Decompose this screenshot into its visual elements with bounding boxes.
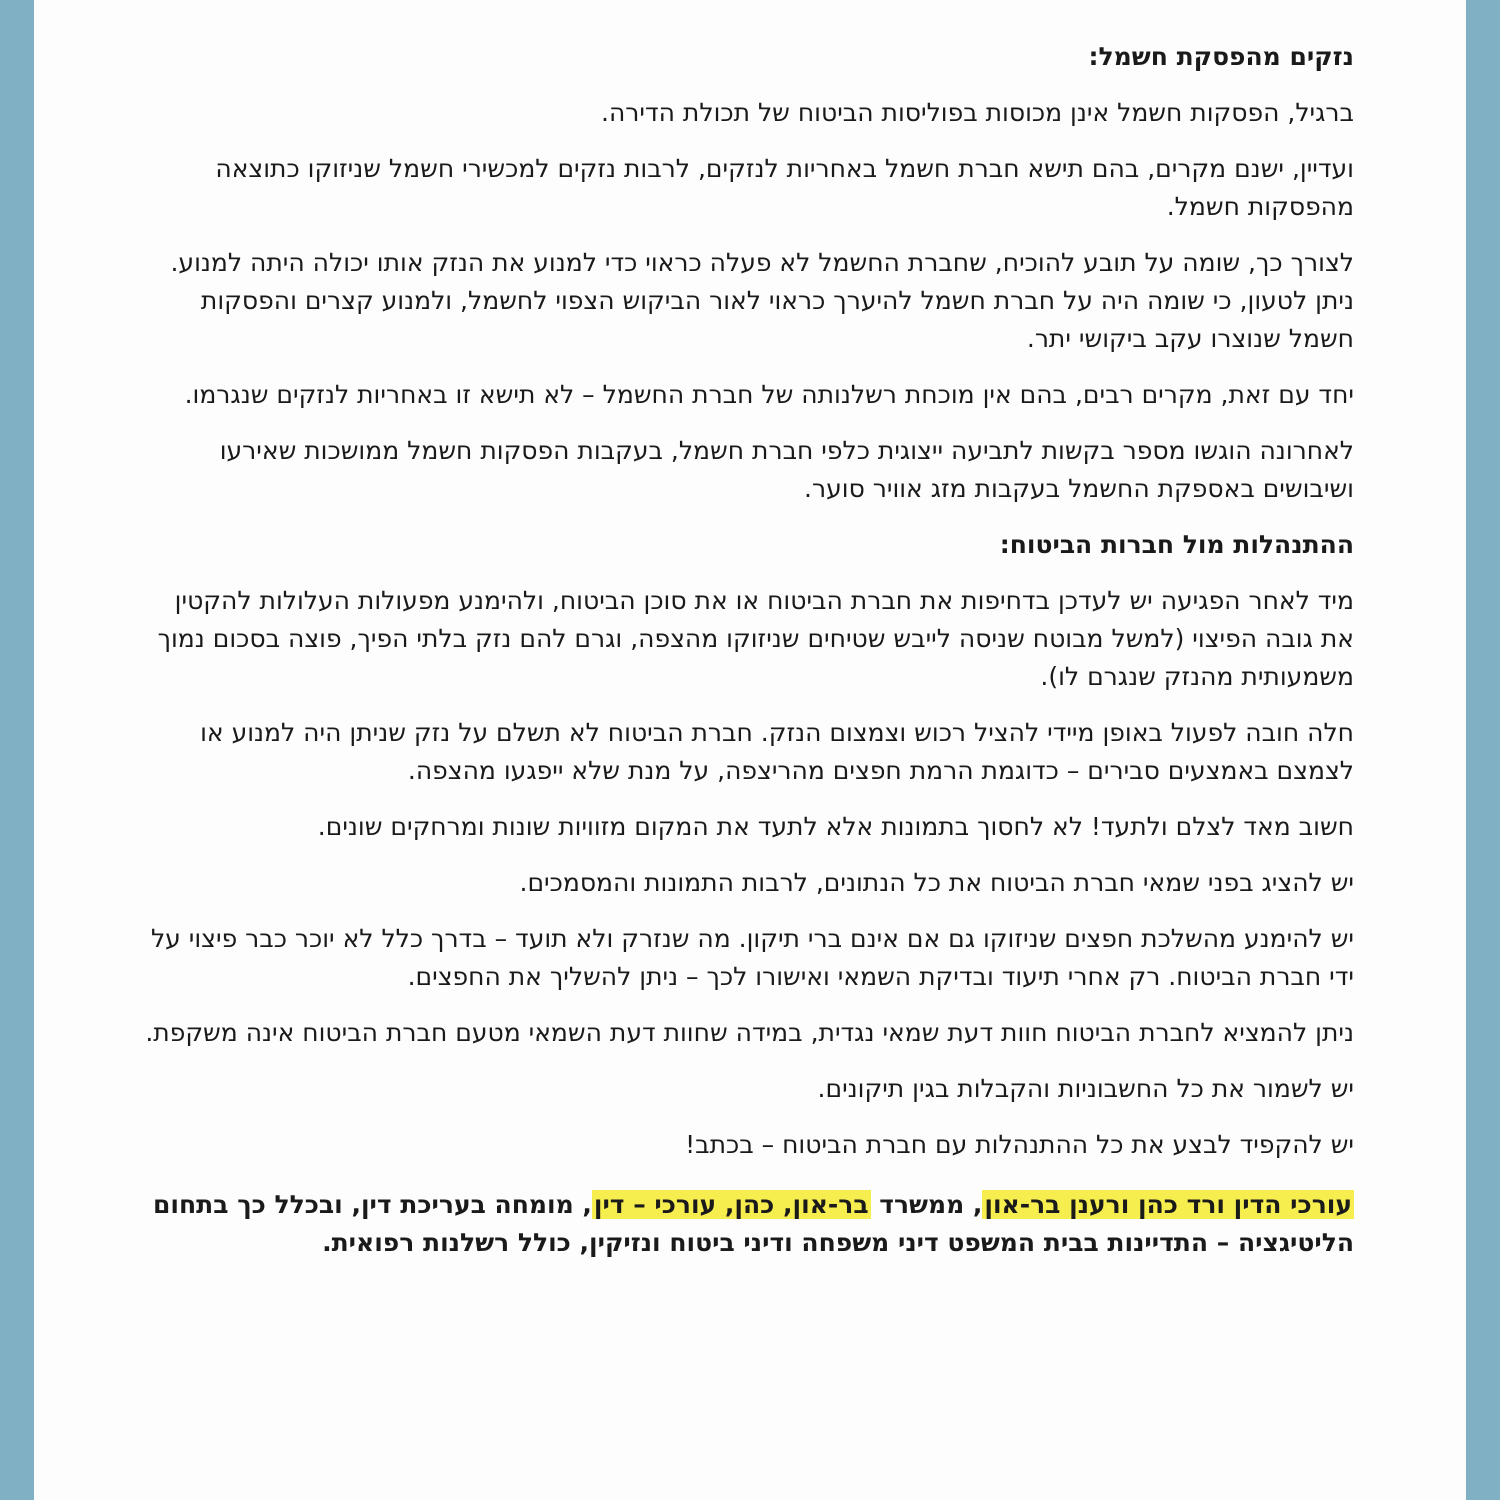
paragraph: לאחרונה הוגשו מספר בקשות לתביעה ייצוגית כלפי חברת חשמל, בעקבות הפסקות חשמל ממושכות שאירעו ושיבושים באספקת החשמל בעקבות מזג אוויר סוער. xyxy=(219,436,1354,503)
highlight-attorney-names: עורכי הדין ורד כהן ורענן בר-און xyxy=(984,1190,1352,1219)
paragraph: יש לשמור את כל החשבוניות והקבלות בגין תיקונים. xyxy=(817,1074,1354,1103)
document-page xyxy=(34,0,1466,1500)
paragraph: יש להציג בפני שמאי חברת הביטוח את כל הנתונים, לרבות התמונות והמסמכים. xyxy=(519,868,1354,897)
paragraph: יש להימנע מהשלכת חפצים שניזוקו גם אם אינם ברי תיקון. מה שנזרק ולא תועד – בדרך כלל לא יוכר כבר פיצוי על ידי חברת הביטוח. רק אחרי תיעוד ובדיקת השמאי ואישורו לכך – ניתן להשליך את החפצים. xyxy=(150,924,1354,991)
paragraph: יש להקפיד לבצע את כל ההתנהלות עם חברת הביטוח – בכתב! xyxy=(685,1130,1354,1159)
credit-text: , ממשרד xyxy=(870,1190,983,1219)
credit-text: , מומחה בעריכת דין, ובכלל כך בתחום הליטיגציה – התדיינות בבית המשפט דיני משפחה ודיני ביטוח ונזיקין, כולל רשלנות רפואית. xyxy=(153,1190,1354,1257)
paragraph: ניתן להמציא לחברת הביטוח חוות דעת שמאי נגדית, במידה שחוות דעת השמאי מטעם חברת הביטוח אינה משקפת. xyxy=(145,1018,1354,1047)
paragraph: מיד לאחר הפגיעה יש לעדכן בדחיפות את חברת הביטוח או את סוכן הביטוח, ולהימנע מפעולות העלולות להקטין את גובה הפיצוי (למשל מבוטח שניסה לייבש שטיחים שניזוקו מהצפה, וגרם להם נזק בלתי הפיך, פוצה בסכום נמוך משמעותית מהנזק שנגרם לו). xyxy=(157,586,1354,691)
paragraph: לצורך כך, שומה על תובע להוכיח, שחברת החשמל לא פעלה כראוי כדי למנוע את הנזק אותו יכולה היתה למנוע. ניתן לטעון, כי שומה היה על חברת חשמל להיערך כראוי לאור הביקוש הצפוי לחשמל, ולמנוע קצרים והפסקות חשמל שנוצרו עקב ביקושי יתר. xyxy=(170,248,1354,353)
highlight-firm-name: בר-און, כהן, עורכי – דין xyxy=(593,1190,869,1219)
document-body xyxy=(134,38,1354,1280)
heading-insurance-conduct: ההתנהלות מול חברות הביטוח: xyxy=(999,530,1354,559)
paragraph: ברגיל, הפסקות חשמל אינן מכוסות בפוליסות הביטוח של תכולת הדירה. xyxy=(601,98,1354,127)
paragraph: ועדיין, ישנם מקרים, בהם תישא חברת חשמל באחריות לנזקים, לרבות נזקים למכשירי חשמל שניזוקו כתוצאה מהפסקות חשמל. xyxy=(215,154,1354,221)
attorneys-credit xyxy=(134,1186,1354,1262)
paragraph: חשוב מאד לצלם ולתעד! לא לחסוך בתמונות אלא לתעד את המקום מזוויות שונות ומרחקים שונים. xyxy=(317,812,1354,841)
paragraph: יחד עם זאת, מקרים רבים, בהם אין מוכחת רשלנותה של חברת החשמל – לא תישא זו באחריות לנזקים שנגרמו. xyxy=(184,380,1354,409)
paragraph: חלה חובה לפעול באופן מיידי להציל רכוש וצמצום הנזק. חברת הביטוח לא תשלם על נזק שניתן היה למנוע או לצמצם באמצעים סבירים – כדוגמת הרמת חפצים מהריצפה, על מנת שלא ייפגעו מהצפה. xyxy=(200,718,1354,785)
heading-power-outage-damage: נזקים מהפסקת חשמל: xyxy=(1088,42,1354,71)
